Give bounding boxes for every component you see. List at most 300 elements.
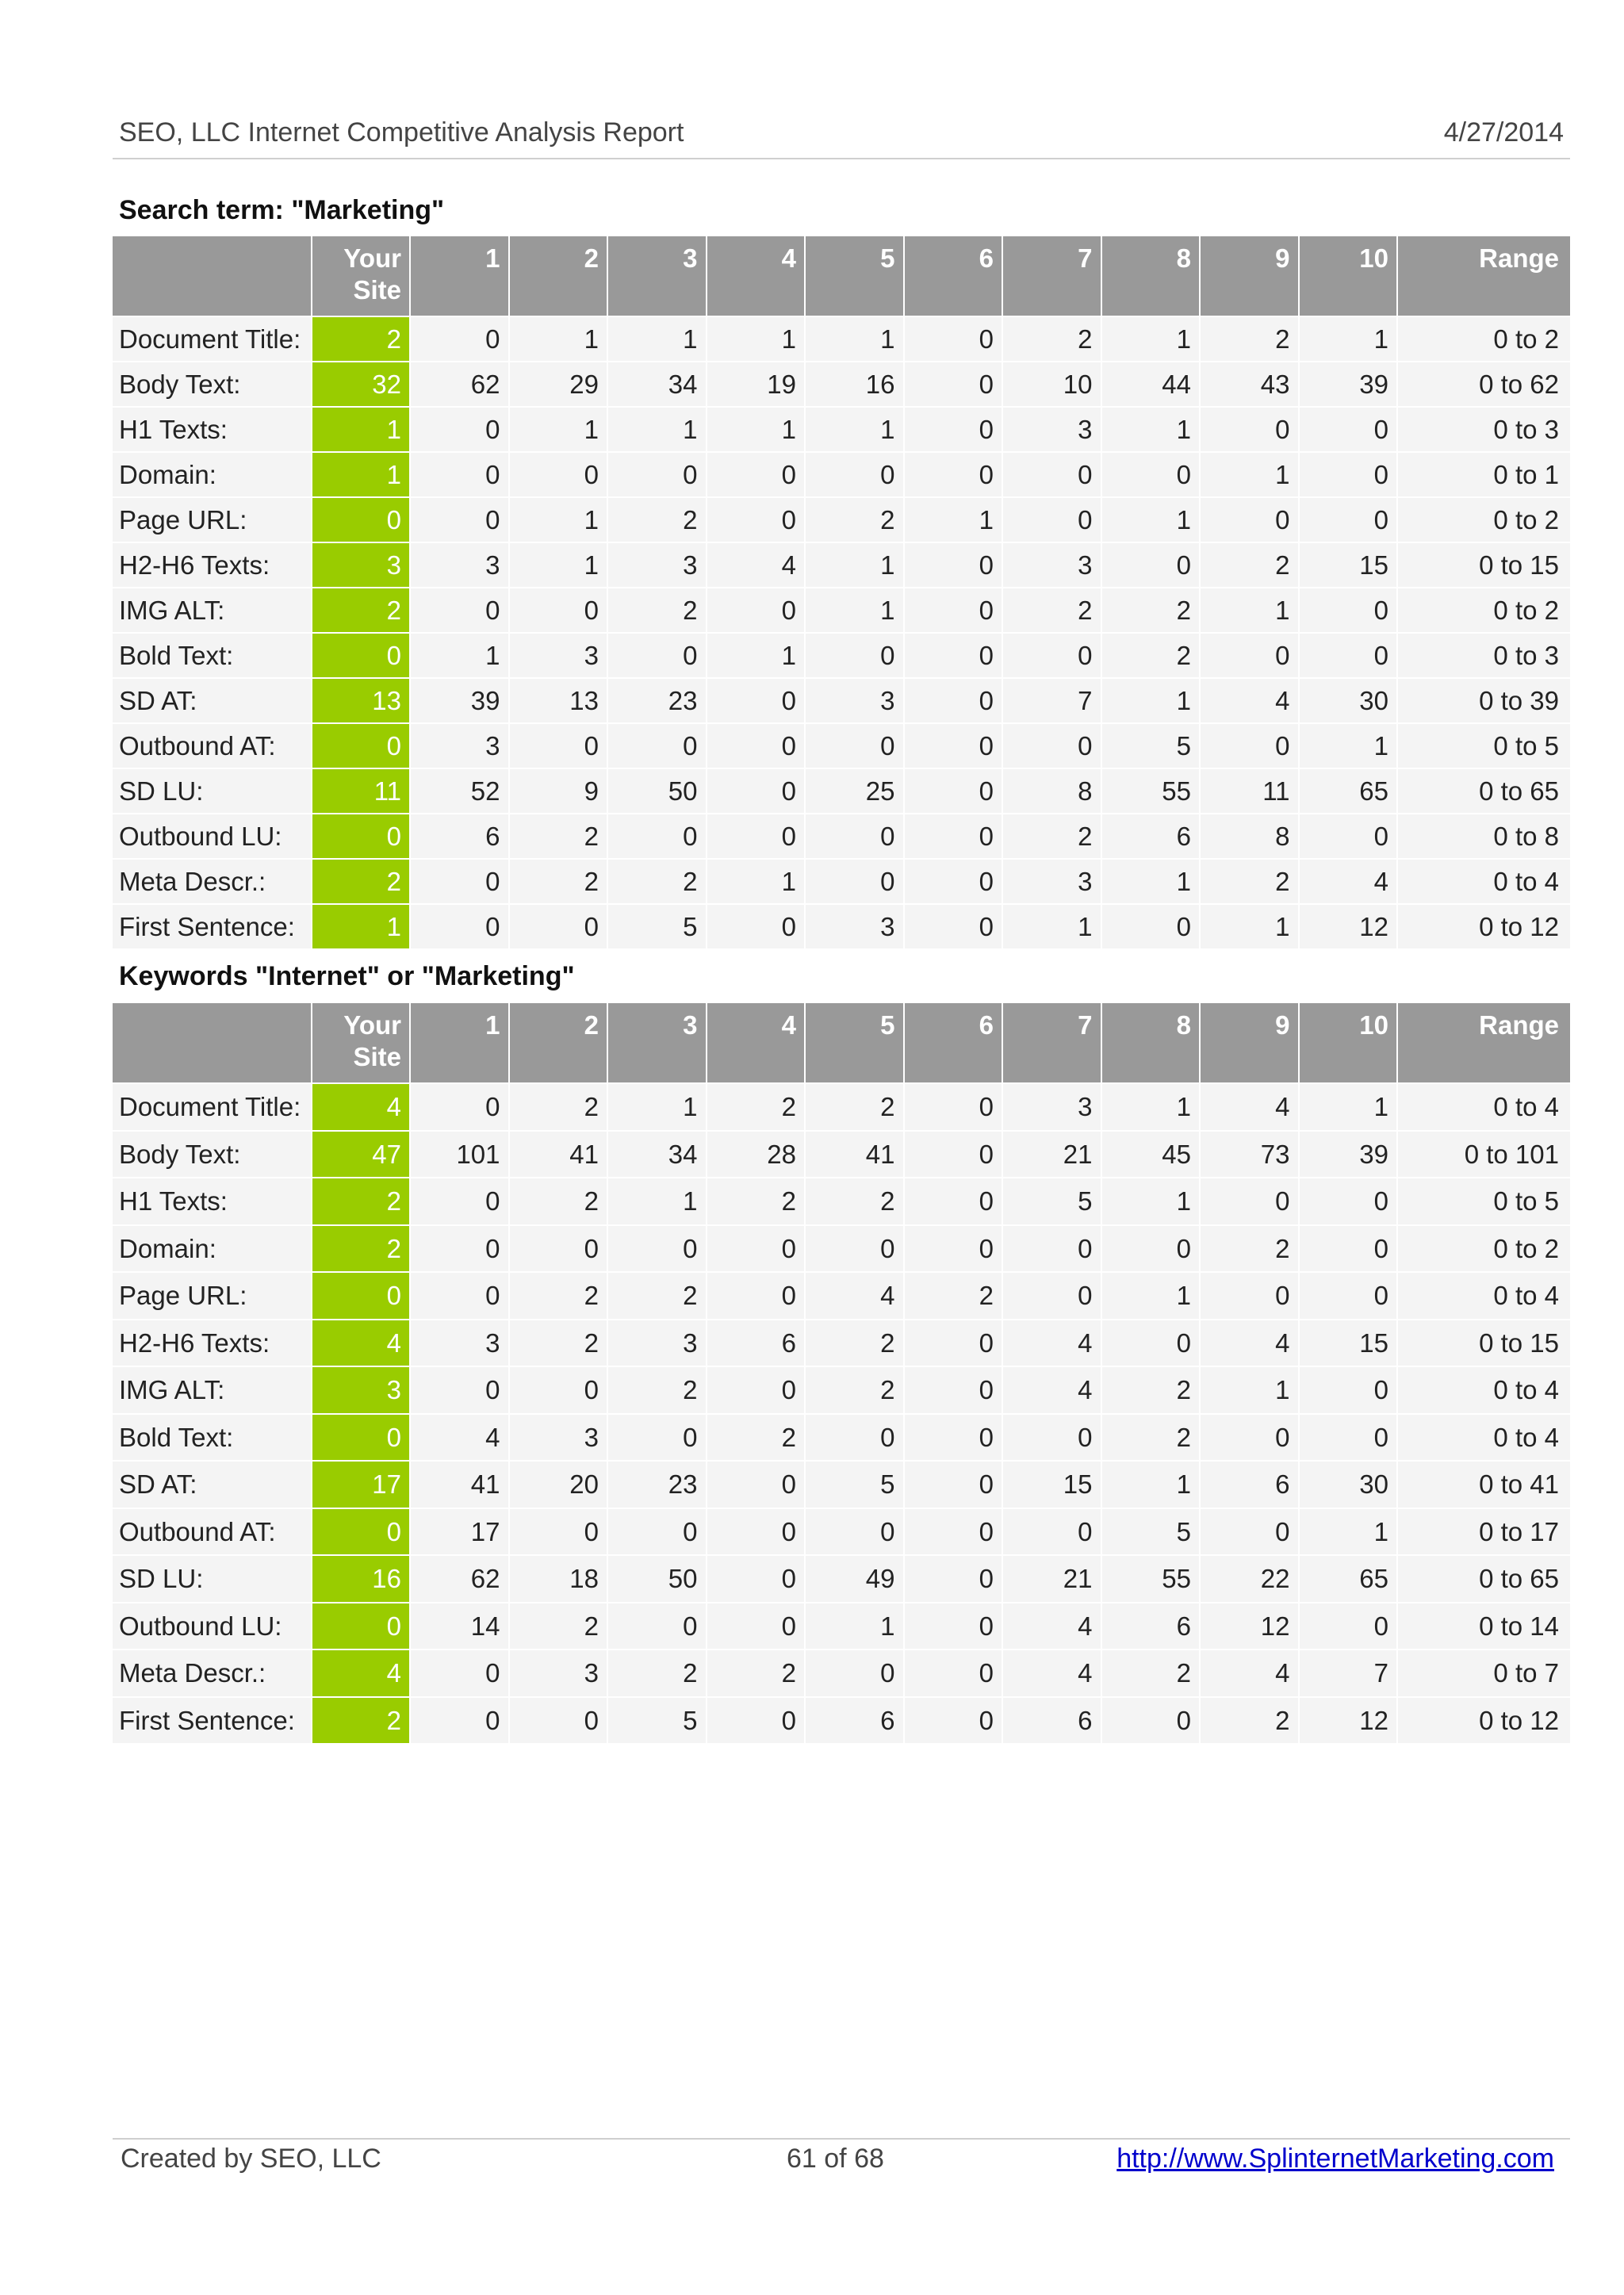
row-label: SD AT: [113, 1460, 312, 1508]
competitor-value: 1 [1102, 406, 1201, 451]
competitor-value: 23 [608, 1460, 707, 1508]
range-value: 0 to 15 [1398, 542, 1570, 587]
footer-url-link[interactable]: http://www.SplinternetMarketing.com [1116, 2144, 1554, 2174]
competitor-value: 0 [411, 1177, 510, 1224]
competitor-value: 1 [510, 316, 609, 361]
competitor-value: 6 [1102, 1602, 1201, 1649]
competitor-value: 2 [1201, 1224, 1300, 1272]
competitor-value: 0 [411, 1224, 510, 1272]
range-value: 0 to 3 [1398, 632, 1570, 677]
search-term-table [113, 236, 1570, 948]
report-title: SEO, LLC Internet Competitive Analysis Report [119, 117, 684, 148]
competitor-value: 0 [1102, 903, 1201, 948]
competitor-value: 2 [510, 813, 609, 858]
range-value: 0 to 15 [1398, 1319, 1570, 1366]
competitor-value: 0 [1003, 632, 1102, 677]
your-site-value: 0 [312, 1602, 411, 1649]
table-row [113, 632, 1570, 677]
competitor-value: 65 [1300, 1554, 1399, 1602]
competitor-value: 13 [510, 677, 609, 722]
competitor-value: 1 [608, 406, 707, 451]
competitor-value: 2 [1102, 587, 1201, 632]
row-label: Meta Descr.: [113, 858, 312, 903]
competitor-value: 0 [1003, 1224, 1102, 1272]
competitor-value: 2 [510, 1602, 609, 1649]
competitor-value: 2 [1003, 813, 1102, 858]
competitor-value: 0 [608, 722, 707, 768]
competitor-value: 0 [510, 451, 609, 496]
competitor-value: 1 [510, 542, 609, 587]
row-label: First Sentence: [113, 1696, 312, 1744]
row-label: H2-H6 Texts: [113, 542, 312, 587]
table-row [113, 858, 1570, 903]
competitor-value: 6 [1003, 1696, 1102, 1744]
table-row [113, 361, 1570, 406]
competitor-value: 4 [1003, 1602, 1102, 1649]
table-row [113, 1508, 1570, 1555]
competitor-value: 43 [1201, 361, 1300, 406]
competitor-value: 2 [510, 1177, 609, 1224]
competitor-value: 65 [1300, 768, 1399, 813]
row-label: Bold Text: [113, 1413, 312, 1461]
competitor-value: 23 [608, 677, 707, 722]
competitor-value: 5 [608, 903, 707, 948]
competitor-value: 0 [905, 722, 1004, 768]
competitor-value: 0 [1300, 451, 1399, 496]
competitor-value: 0 [905, 632, 1004, 677]
page-header [119, 117, 1564, 148]
range-value: 0 to 62 [1398, 361, 1570, 406]
competitor-value: 0 [411, 1649, 510, 1696]
competitor-value: 21 [1003, 1554, 1102, 1602]
your-site-value: 0 [312, 813, 411, 858]
row-label: SD LU: [113, 768, 312, 813]
competitor-value: 1 [1102, 677, 1201, 722]
table-row [113, 1224, 1570, 1272]
column-header: Your Site [312, 1003, 411, 1082]
range-value: 0 to 5 [1398, 722, 1570, 768]
competitor-value: 12 [1300, 1696, 1399, 1744]
header-divider [113, 158, 1570, 159]
competitor-value: 4 [411, 1413, 510, 1461]
table-row [113, 1319, 1570, 1366]
competitor-value: 39 [1300, 361, 1399, 406]
row-label: Document Title: [113, 1082, 312, 1130]
competitor-value: 0 [905, 1460, 1004, 1508]
competitor-value: 50 [608, 768, 707, 813]
competitor-value: 0 [806, 451, 905, 496]
competitor-value: 0 [608, 1224, 707, 1272]
your-site-value: 0 [312, 632, 411, 677]
row-label: Domain: [113, 451, 312, 496]
competitor-value: 2 [1102, 1649, 1201, 1696]
competitor-value: 2 [510, 858, 609, 903]
competitor-value: 1 [806, 316, 905, 361]
competitor-value: 0 [510, 903, 609, 948]
competitor-value: 3 [1003, 858, 1102, 903]
keywords-table [113, 1003, 1570, 1743]
competitor-value: 2 [1201, 1696, 1300, 1744]
competitor-value: 1 [1201, 587, 1300, 632]
competitor-value: 2 [1201, 316, 1300, 361]
column-header: Range [1398, 236, 1570, 316]
row-label: Meta Descr.: [113, 1649, 312, 1696]
range-value: 0 to 1 [1398, 451, 1570, 496]
competitor-value: 0 [905, 451, 1004, 496]
competitor-value: 4 [1300, 858, 1399, 903]
competitor-value: 1 [1300, 1082, 1399, 1130]
competitor-value: 0 [707, 1224, 806, 1272]
range-value: 0 to 12 [1398, 903, 1570, 948]
competitor-value: 3 [1003, 542, 1102, 587]
table-row [113, 1554, 1570, 1602]
column-header: 8 [1102, 236, 1201, 316]
competitor-value: 0 [806, 1224, 905, 1272]
your-site-value: 0 [312, 1508, 411, 1555]
competitor-value: 15 [1003, 1460, 1102, 1508]
competitor-value: 8 [1003, 768, 1102, 813]
competitor-value: 0 [411, 1696, 510, 1744]
competitor-value: 2 [608, 1366, 707, 1413]
range-value: 0 to 4 [1398, 858, 1570, 903]
competitor-value: 0 [608, 813, 707, 858]
column-header: 5 [806, 1003, 905, 1082]
row-label: H1 Texts: [113, 1177, 312, 1224]
competitor-value: 1 [1300, 316, 1399, 361]
competitor-value: 5 [1102, 722, 1201, 768]
competitor-value: 0 [905, 1649, 1004, 1696]
competitor-value: 1 [608, 1082, 707, 1130]
competitor-value: 6 [1102, 813, 1201, 858]
competitor-value: 0 [1201, 1508, 1300, 1555]
competitor-value: 17 [411, 1508, 510, 1555]
range-value: 0 to 4 [1398, 1082, 1570, 1130]
competitor-value: 0 [707, 1554, 806, 1602]
row-label: Outbound AT: [113, 1508, 312, 1555]
footer-created-by: Created by SEO, LLC [121, 2144, 381, 2174]
competitor-value: 1 [1201, 451, 1300, 496]
competitor-value: 0 [806, 1413, 905, 1461]
competitor-value: 0 [905, 677, 1004, 722]
column-header: 2 [510, 1003, 609, 1082]
competitor-value: 2 [707, 1413, 806, 1461]
competitor-value: 0 [411, 1366, 510, 1413]
competitor-value: 0 [1201, 1413, 1300, 1461]
table-row [113, 1366, 1570, 1413]
row-label: Document Title: [113, 316, 312, 361]
competitor-value: 41 [510, 1130, 609, 1178]
row-label: Bold Text: [113, 632, 312, 677]
competitor-value: 0 [707, 451, 806, 496]
competitor-value: 2 [1201, 542, 1300, 587]
competitor-value: 3 [510, 1649, 609, 1696]
column-header: 1 [411, 1003, 510, 1082]
column-header: 8 [1102, 1003, 1201, 1082]
competitor-value: 0 [905, 1366, 1004, 1413]
competitor-value: 0 [1300, 1177, 1399, 1224]
competitor-value: 0 [1003, 1413, 1102, 1461]
your-site-value: 11 [312, 768, 411, 813]
report-date: 4/27/2014 [1443, 117, 1564, 148]
competitor-value: 2 [806, 1082, 905, 1130]
competitor-value: 1 [806, 587, 905, 632]
row-label: H2-H6 Texts: [113, 1319, 312, 1366]
row-label: Outbound LU: [113, 813, 312, 858]
competitor-value: 2 [806, 1319, 905, 1366]
competitor-value: 11 [1201, 768, 1300, 813]
table-row [113, 316, 1570, 361]
competitor-value: 2 [608, 587, 707, 632]
competitor-value: 0 [806, 813, 905, 858]
competitor-value: 41 [806, 1130, 905, 1178]
competitor-value: 52 [411, 768, 510, 813]
competitor-value: 0 [1201, 722, 1300, 768]
competitor-value: 0 [510, 1224, 609, 1272]
competitor-value: 0 [608, 1413, 707, 1461]
column-header: 2 [510, 236, 609, 316]
competitor-value: 0 [1003, 451, 1102, 496]
competitor-value: 0 [707, 1460, 806, 1508]
competitor-value: 3 [806, 677, 905, 722]
competitor-value: 0 [411, 316, 510, 361]
competitor-value: 2 [707, 1649, 806, 1696]
table-row [113, 1177, 1570, 1224]
competitor-value: 0 [1003, 722, 1102, 768]
column-header: 1 [411, 236, 510, 316]
competitor-value: 6 [1201, 1460, 1300, 1508]
row-label: Body Text: [113, 361, 312, 406]
competitor-value: 28 [707, 1130, 806, 1178]
competitor-value: 0 [707, 1366, 806, 1413]
competitor-value: 0 [411, 1082, 510, 1130]
competitor-value: 0 [905, 1319, 1004, 1366]
competitor-value: 101 [411, 1130, 510, 1178]
column-header: 7 [1003, 236, 1102, 316]
competitor-value: 14 [411, 1602, 510, 1649]
competitor-value: 4 [707, 542, 806, 587]
your-site-value: 0 [312, 722, 411, 768]
row-label: First Sentence: [113, 903, 312, 948]
range-value: 0 to 12 [1398, 1696, 1570, 1744]
competitor-value: 0 [411, 451, 510, 496]
your-site-value: 3 [312, 1366, 411, 1413]
row-label: Outbound AT: [113, 722, 312, 768]
your-site-value: 1 [312, 406, 411, 451]
competitor-value: 0 [411, 858, 510, 903]
row-label: Page URL: [113, 1271, 312, 1319]
table-row [113, 722, 1570, 768]
competitor-value: 0 [510, 587, 609, 632]
column-header: 4 [707, 236, 806, 316]
header-row [113, 236, 1570, 316]
competitor-value: 0 [905, 1602, 1004, 1649]
competitor-value: 1 [411, 632, 510, 677]
competitor-value: 1 [806, 1602, 905, 1649]
competitor-value: 2 [608, 1271, 707, 1319]
competitor-value: 5 [608, 1696, 707, 1744]
competitor-value: 0 [510, 1508, 609, 1555]
competitor-value: 0 [905, 1177, 1004, 1224]
range-value: 0 to 65 [1398, 768, 1570, 813]
competitor-value: 0 [411, 587, 510, 632]
competitor-value: 2 [510, 1082, 609, 1130]
column-header: 5 [806, 236, 905, 316]
competitor-value: 0 [707, 677, 806, 722]
competitor-value: 0 [905, 1413, 1004, 1461]
competitor-value: 1 [1102, 1177, 1201, 1224]
competitor-value: 3 [1003, 1082, 1102, 1130]
competitor-value: 0 [1201, 406, 1300, 451]
competitor-value: 0 [608, 451, 707, 496]
competitor-value: 1 [1003, 903, 1102, 948]
your-site-value: 2 [312, 858, 411, 903]
competitor-value: 0 [905, 1130, 1004, 1178]
competitor-value: 1 [806, 542, 905, 587]
competitor-value: 0 [1300, 1271, 1399, 1319]
competitor-value: 73 [1201, 1130, 1300, 1178]
competitor-value: 0 [905, 361, 1004, 406]
competitor-value: 1 [1102, 316, 1201, 361]
competitor-value: 0 [905, 1508, 1004, 1555]
competitor-value: 2 [806, 1177, 905, 1224]
competitor-value: 29 [510, 361, 609, 406]
competitor-value: 2 [1003, 587, 1102, 632]
competitor-value: 0 [411, 496, 510, 542]
competitor-value: 0 [510, 722, 609, 768]
competitor-value: 0 [1300, 1413, 1399, 1461]
column-header: 3 [608, 236, 707, 316]
competitor-value: 0 [1003, 496, 1102, 542]
competitor-value: 1 [707, 858, 806, 903]
competitor-value: 55 [1102, 1554, 1201, 1602]
competitor-value: 0 [1102, 1696, 1201, 1744]
competitor-value: 1 [608, 316, 707, 361]
competitor-value: 2 [1102, 1366, 1201, 1413]
competitor-value: 3 [608, 542, 707, 587]
competitor-value: 1 [510, 496, 609, 542]
competitor-value: 45 [1102, 1130, 1201, 1178]
range-value: 0 to 7 [1398, 1649, 1570, 1696]
your-site-value: 0 [312, 1413, 411, 1461]
competitor-value: 3 [806, 903, 905, 948]
competitor-value: 1 [1300, 722, 1399, 768]
competitor-value: 3 [411, 1319, 510, 1366]
competitor-value: 0 [1201, 496, 1300, 542]
competitor-value: 1 [510, 406, 609, 451]
competitor-value: 6 [806, 1696, 905, 1744]
your-site-value: 32 [312, 361, 411, 406]
column-header: 9 [1201, 1003, 1300, 1082]
competitor-value: 62 [411, 1554, 510, 1602]
competitor-value: 4 [1003, 1649, 1102, 1696]
competitor-value: 6 [411, 813, 510, 858]
table-row [113, 451, 1570, 496]
competitor-value: 1 [707, 406, 806, 451]
your-site-value: 2 [312, 1177, 411, 1224]
your-site-value: 4 [312, 1649, 411, 1696]
table-row [113, 677, 1570, 722]
range-value: 0 to 65 [1398, 1554, 1570, 1602]
competitor-value: 1 [707, 632, 806, 677]
competitor-value: 0 [806, 1508, 905, 1555]
table-row [113, 813, 1570, 858]
competitor-value: 0 [1102, 1319, 1201, 1366]
competitor-value: 44 [1102, 361, 1201, 406]
competitor-value: 0 [1003, 1271, 1102, 1319]
competitor-value: 0 [1300, 632, 1399, 677]
row-label: Page URL: [113, 496, 312, 542]
competitor-value: 1 [905, 496, 1004, 542]
competitor-value: 0 [905, 1554, 1004, 1602]
competitor-value: 0 [905, 813, 1004, 858]
competitor-value: 2 [1102, 632, 1201, 677]
competitor-value: 0 [707, 768, 806, 813]
competitor-value: 1 [1102, 1082, 1201, 1130]
range-value: 0 to 2 [1398, 496, 1570, 542]
competitor-value: 0 [510, 1366, 609, 1413]
competitor-value: 0 [411, 903, 510, 948]
range-value: 0 to 4 [1398, 1271, 1570, 1319]
competitor-value: 21 [1003, 1130, 1102, 1178]
competitor-value: 39 [1300, 1130, 1399, 1178]
competitor-value: 0 [905, 903, 1004, 948]
competitor-value: 3 [608, 1319, 707, 1366]
column-header: 6 [905, 1003, 1004, 1082]
your-site-value: 2 [312, 316, 411, 361]
competitor-value: 12 [1201, 1602, 1300, 1649]
competitor-value: 0 [707, 1508, 806, 1555]
competitor-value: 4 [1201, 677, 1300, 722]
range-value: 0 to 5 [1398, 1177, 1570, 1224]
competitor-value: 0 [905, 406, 1004, 451]
table-row [113, 1696, 1570, 1744]
competitor-value: 1 [707, 316, 806, 361]
competitor-value: 4 [1201, 1319, 1300, 1366]
table-1-title: Search term: "Marketing" [119, 195, 445, 225]
competitor-value: 0 [608, 632, 707, 677]
competitor-value: 4 [1003, 1319, 1102, 1366]
your-site-value: 2 [312, 1224, 411, 1272]
competitor-value: 3 [510, 632, 609, 677]
competitor-value: 0 [905, 587, 1004, 632]
competitor-value: 0 [1300, 587, 1399, 632]
your-site-value: 47 [312, 1130, 411, 1178]
competitor-value: 0 [1102, 1224, 1201, 1272]
competitor-value: 1 [1300, 1508, 1399, 1555]
table-2-title: Keywords "Internet" or "Marketing" [119, 961, 575, 991]
competitor-value: 10 [1003, 361, 1102, 406]
competitor-value: 2 [608, 858, 707, 903]
range-value: 0 to 3 [1398, 406, 1570, 451]
competitor-value: 1 [1201, 1366, 1300, 1413]
competitor-value: 0 [1201, 632, 1300, 677]
competitor-value: 0 [707, 587, 806, 632]
column-header: Your Site [312, 236, 411, 316]
competitor-value: 5 [1102, 1508, 1201, 1555]
range-value: 0 to 14 [1398, 1602, 1570, 1649]
row-label: SD AT: [113, 677, 312, 722]
competitor-value: 2 [510, 1319, 609, 1366]
competitor-value: 1 [608, 1177, 707, 1224]
competitor-value: 16 [806, 361, 905, 406]
table-row [113, 1649, 1570, 1696]
competitor-value: 0 [806, 1649, 905, 1696]
competitor-value: 0 [1300, 1602, 1399, 1649]
table-row [113, 587, 1570, 632]
competitor-value: 8 [1201, 813, 1300, 858]
competitor-value: 0 [1300, 406, 1399, 451]
competitor-value: 41 [411, 1460, 510, 1508]
